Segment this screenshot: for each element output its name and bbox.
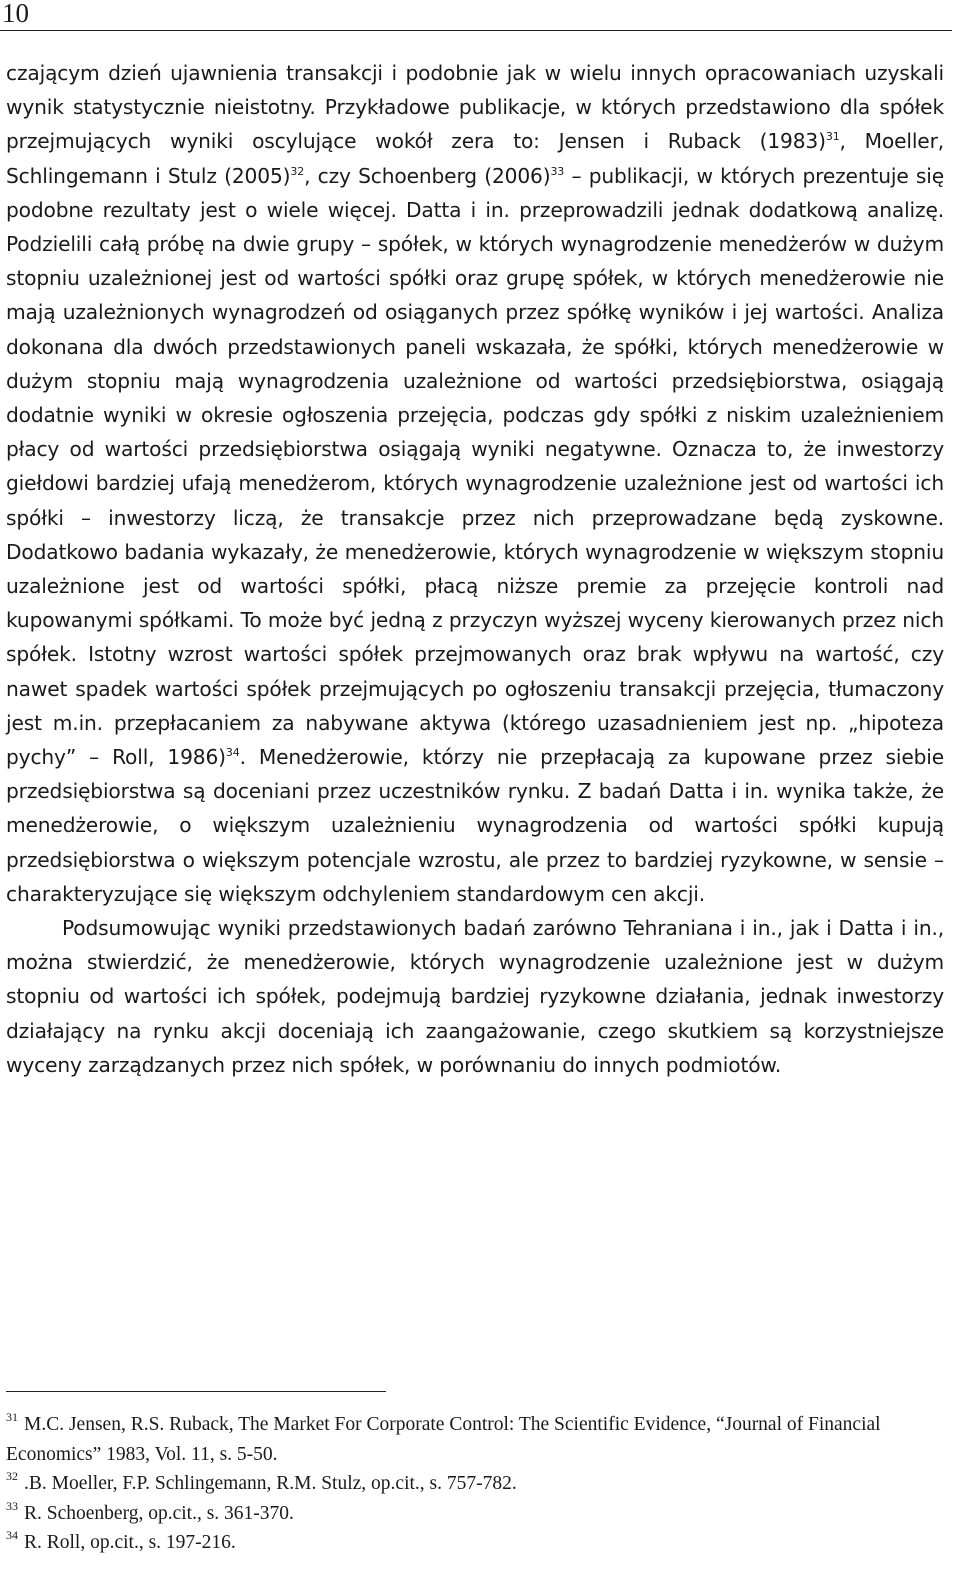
footnote-separator [6, 1391, 386, 1392]
footnote-number: 34 [6, 1528, 18, 1542]
body-paragraph [6, 56, 944, 911]
text-segment: . Menedżerowie, którzy nie przepłacają za kupowane przez siebie przedsiębiorstwa są doceniani przez uczestników rynku. Z badań Datta i in. wynika także, że menedżerowie, o większym uzależnieniu wynagrodzenia od wartości spółki kupują przedsiębiorstwa o większym potencjale wzrostu, ale przez to bardziej ryzykowne, w sensie – charakteryzujące się większym odchyleniem standardowym cen akcji. [6, 745, 944, 906]
footnotes [6, 1410, 926, 1558]
footnote-text: M.C. Jensen, R.S. Ruback, The Market For Corporate Control: The Scientific Evidence, “Journal of Financial Economics” 1983, Vol. 11, s. 5-50. [6, 1414, 881, 1465]
text-segment: , Moeller, Schlingemann i Stulz (2005) [6, 129, 944, 188]
body-text [6, 56, 944, 1082]
footnote-number: 32 [6, 1469, 18, 1483]
page-number: 10 [2, 0, 29, 28]
body-paragraph [6, 911, 944, 1082]
footnote-number: 33 [6, 1498, 18, 1513]
text-segment: Podsumowując wyniki przedstawionych badań zarówno Tehraniana i in., jak i Datta i in., można stwierdzić, że menedżerowie, których wynagrodzenie uzależnione jest w dużym stopniu od wartości ich spółek, podejmują bardziej ryzykowne działania, jednak inwestorzy działający na rynku akcji doceniają ich zaangażowanie, czego skutkiem są korzystniejsze wyceny zarządzanych przez nich spółek, w porównaniu do innych podmiotów. [6, 916, 944, 1077]
page-header [0, 0, 952, 31]
footnote-reference: 32 [290, 164, 305, 178]
text-segment: , czy Schoenberg (2006) [304, 163, 551, 188]
footnote [6, 1499, 926, 1529]
footnote-text: R. Schoenberg, op.cit., s. 361-370. [24, 1502, 294, 1524]
footnote [6, 1469, 926, 1499]
footnote-text: R. Roll, op.cit., s. 197-216. [24, 1532, 236, 1553]
footnote [6, 1528, 926, 1558]
footnote-reference: 31 [825, 130, 840, 144]
footnote-reference: 33 [550, 164, 565, 178]
footnote-number: 31 [6, 1410, 18, 1424]
footnote [6, 1410, 926, 1469]
text-segment: – publikacji, w których prezentuje się podobne rezultaty jest o wiele więcej. Datta i in. przeprowadzili jednak dodatkową analizę. Podzielili całą próbę na dwie grupy – spółek, w których wynagrodzenie menedżerów w dużym stopniu uzależnionej jest od wartości spółki oraz grupę spółek, w których menedżerowie nie mają uzależnionych wynagrodzeń od osiąganych przez spółkę wyników i jej wartości. Analiza dokonana dla dwóch przedstawionych paneli wskazała, że spółki, których menedżerowie w dużym stopniu mają wynagrodzenia uzależnione od wartości przedsiębiorstwa, osiągają dodatnie wyniki w okresie ogłoszenia przejęcia, podczas gdy spółki z niskim uzależnieniem płacy od wartości przedsiębiorstwa osiągają wyniki negatywne. Oznacza to, że inwestorzy giełdowi bardziej ufają menedżerom, których wynagrodzenie uzależnione jest od wartości ich spółki – inwestorzy liczą, że transakcje przez nich przeprowadzane będą zyskowne. Dodatkowo badania wykazały, że menedżerowie, których wynagrodzenie w większym stopniu uzależnione jest od wartości spółki, płacą niższe premie za przejęcie kontroli nad kupowanymi spółkami. To może być jedną z przyczyn wyższej wyceny kierowanych przez nich spółek. Istotny wzrost wartości spółek przejmowanych oraz brak wpływu na wartość, czy nawet spadek wartości spółek przejmujących po ogłoszeniu transakcji przejęcia, tłumaczony jest m.in. przepłacaniem za nabywane aktywa (którego uzasadnieniem jest np. „hipoteza pychy” – Roll, 1986) [6, 163, 945, 770]
text-segment: czającym dzień ujawnienia transakcji i podobnie jak w wielu innych opracowaniach uzyskali wynik statystycznie nieistotny. Przykładowe publikacje, w których przedstawiono dla spółek przejmujących wyniki oscylujące wokół zera to: Jensen i Ruback (1983) [6, 61, 944, 154]
footnote-reference: 34 [225, 746, 240, 760]
footnote-text: .B. Moeller, F.P. Schlingemann, R.M. Stulz, op.cit., s. 757-782. [24, 1473, 517, 1494]
